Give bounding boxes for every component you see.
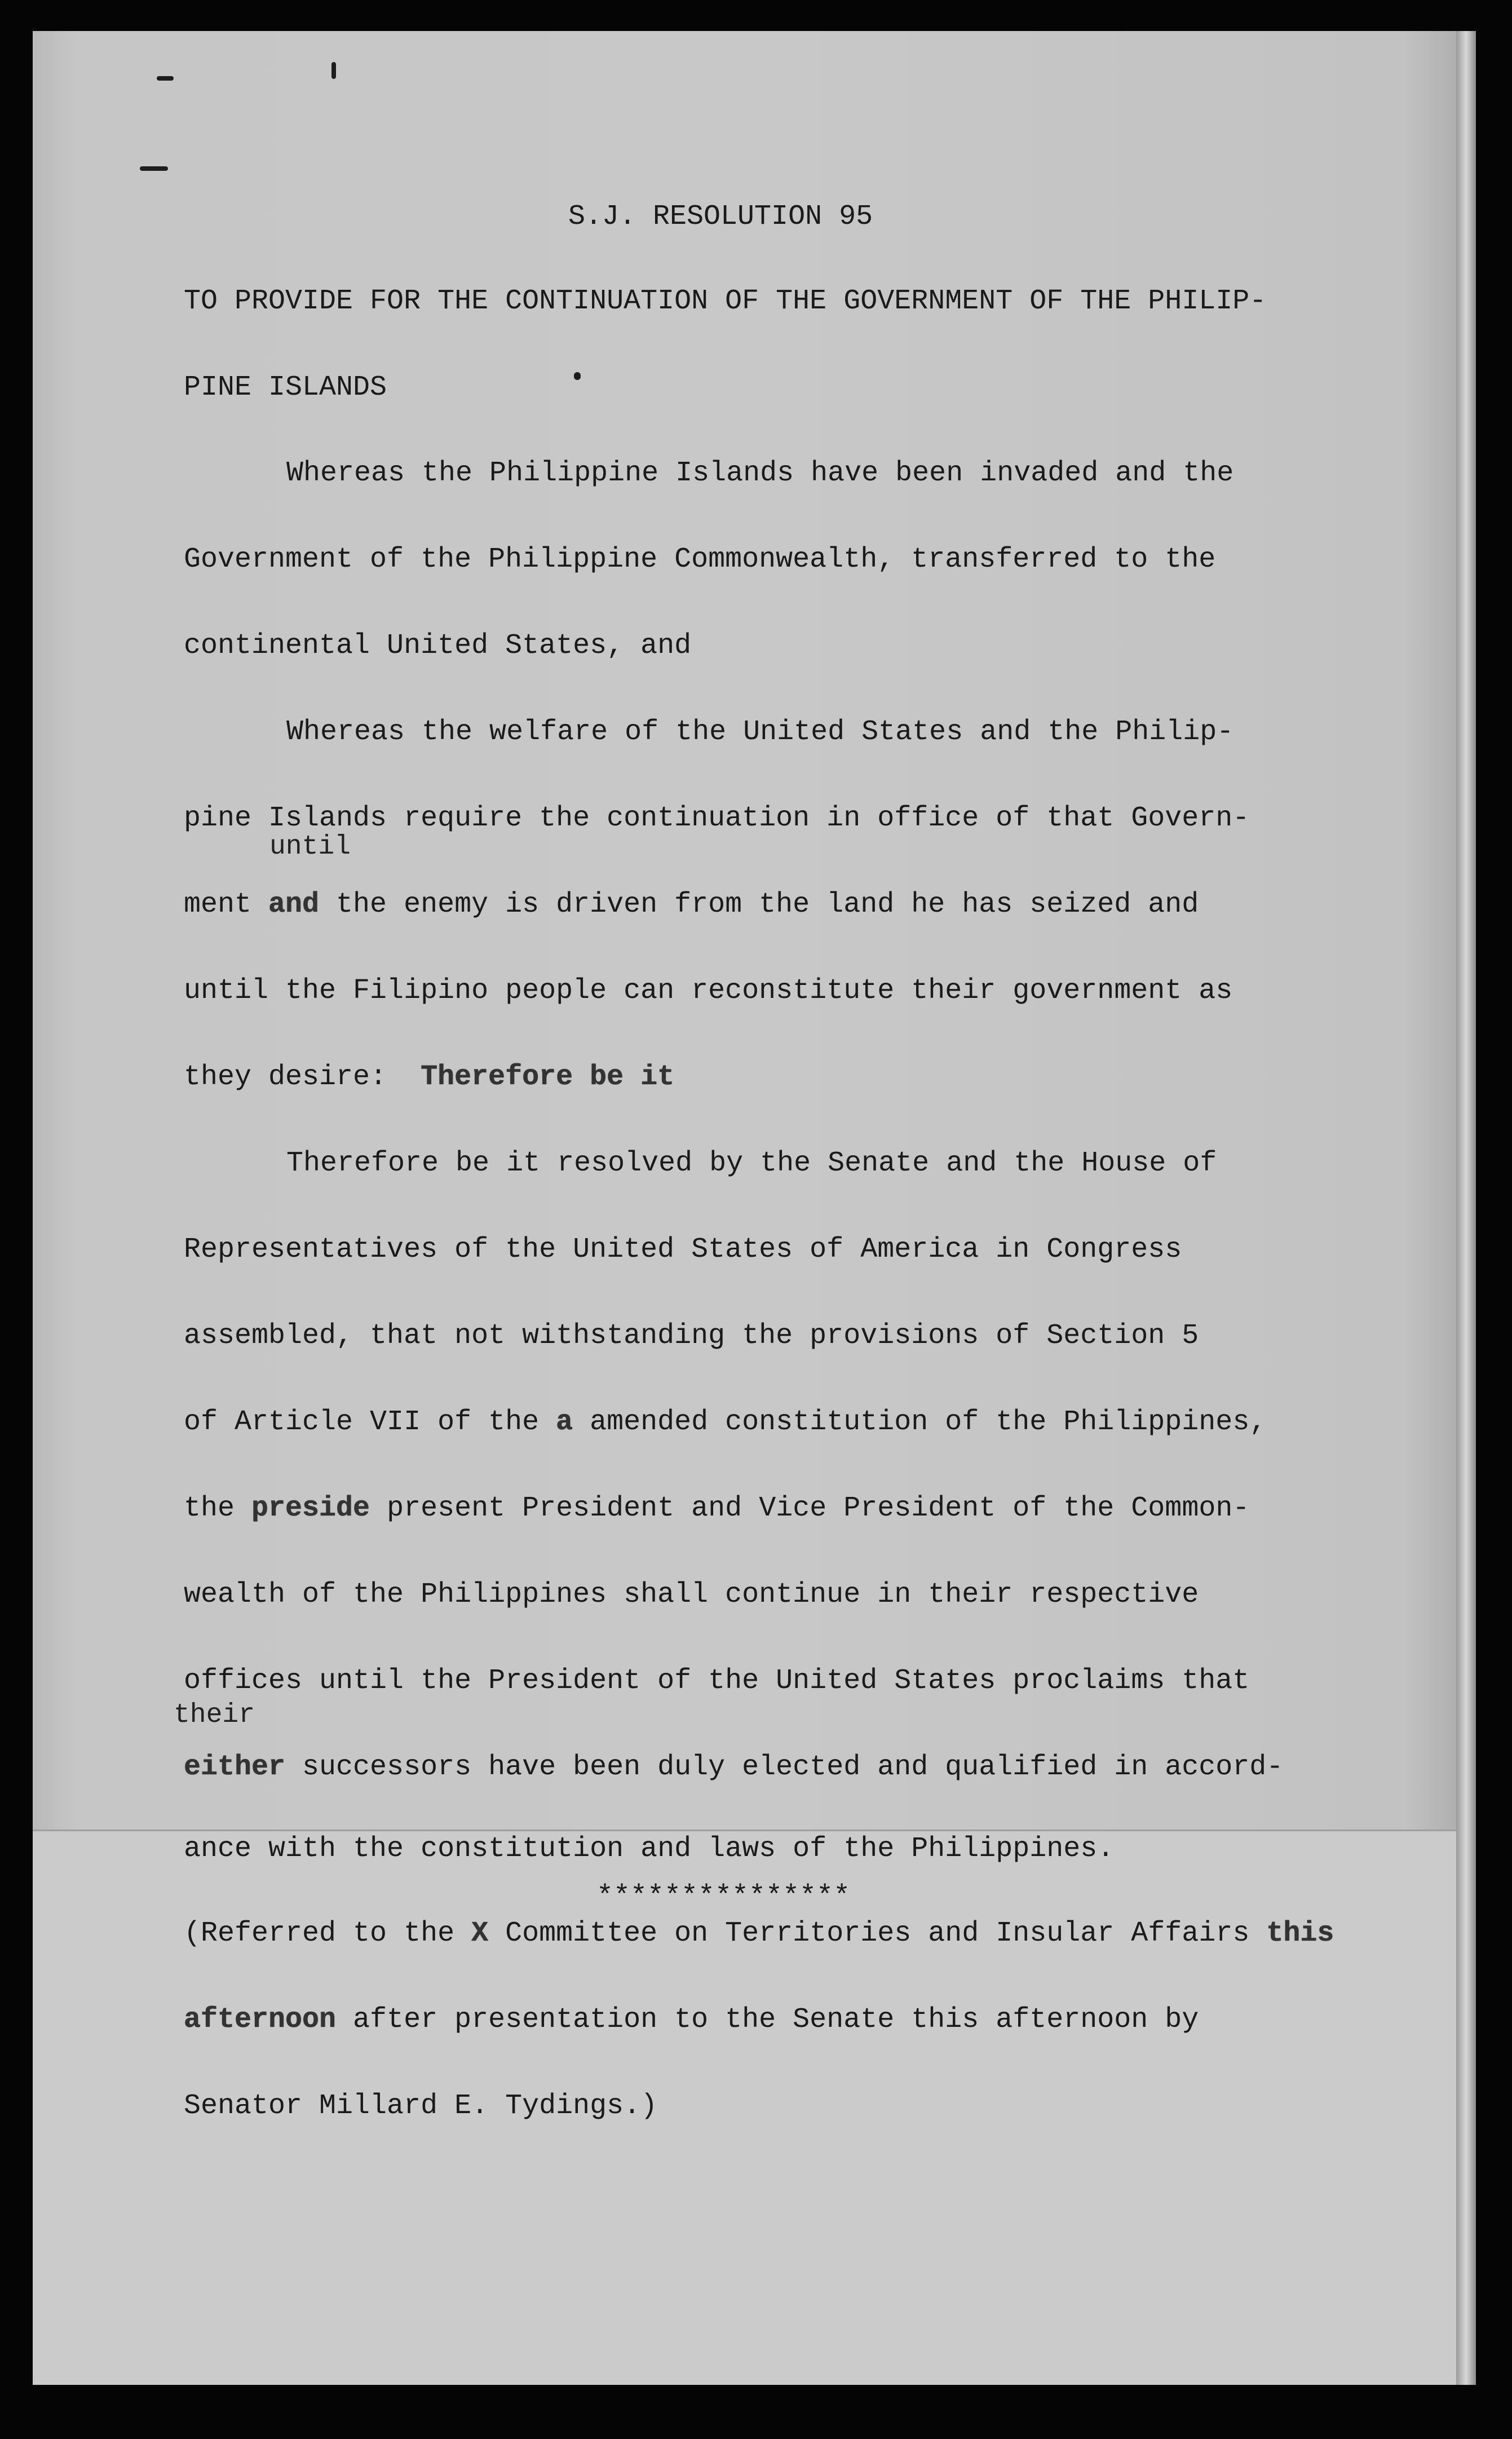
text-span: ment [184, 889, 269, 921]
text-span: the enemy is driven from the land he has seized and [319, 889, 1199, 921]
struck-text: preside [251, 1492, 370, 1525]
para2-line-2: pine Islands require the continuation in office of that Govern- [184, 802, 1250, 834]
text-span: the [184, 1492, 252, 1525]
separator-asterisks: *************** [596, 1881, 851, 1913]
inserted-word-until: until [269, 832, 351, 862]
title-line-2: PINE ISLANDS [184, 372, 387, 404]
para2-line-1: Whereas the welfare of the United States and the Philip- [286, 716, 1234, 748]
struck-text: X [471, 1917, 489, 1950]
text-span: after presentation to the Senate this afternoon by [336, 2004, 1199, 2036]
inserted-word-their: their [174, 1700, 255, 1730]
resolution-heading: S.J. RESOLUTION 95 [568, 201, 873, 233]
para2-line-4: until the Filipino people can reconstitute their government as [184, 975, 1233, 1007]
ink-mark [157, 76, 174, 81]
text-span: (Referred to the [184, 1917, 472, 1950]
text-span: of Article VII of the [184, 1406, 556, 1438]
para3-line-9: ance with the constitution and laws of the Philippines. [184, 1833, 1115, 1865]
paper-edge [1456, 31, 1476, 2385]
paper-sheet [33, 31, 1476, 2385]
para2-line-5 [184, 1063, 674, 1092]
text-span: successors have been duly elected and qualified in accord- [285, 1751, 1284, 1783]
title-line-1: TO PROVIDE FOR THE CONTINUATION OF THE GOVERNMENT OF THE PHILIP- [184, 285, 1267, 317]
para3-line-6: wealth of the Philippines shall continue in their respective [184, 1579, 1199, 1611]
para3-line-1: Therefore be it resolved by the Senate and the House of [286, 1147, 1217, 1179]
para3-line-4 [184, 1408, 1266, 1437]
note-line-2 [184, 2006, 1199, 2034]
para1-line-2: Government of the Philippine Commonwealth, transferred to the [184, 544, 1216, 576]
para2-line-3 [184, 891, 1199, 919]
struck-text: either [184, 1751, 286, 1783]
para3-line-7: offices until the President of the United States proclaims that [184, 1665, 1250, 1697]
text-span: they desire: [184, 1061, 421, 1093]
text-span: Committee on Territories and Insular Affairs [488, 1917, 1267, 1950]
para1-line-3: continental United States, and [184, 630, 692, 662]
text-span: present President and Vice President of the Common- [370, 1492, 1250, 1525]
text-span: amended constitution of the Philippines, [573, 1406, 1267, 1438]
struck-text: Therefore be it [421, 1061, 675, 1093]
struck-text: and [268, 889, 320, 921]
struck-text: this [1266, 1917, 1334, 1950]
ink-mark [140, 166, 168, 171]
para3-line-2: Representatives of the United States of America in Congress [184, 1234, 1182, 1266]
para3-line-3: assembled, that not withstanding the provisions of Section 5 [184, 1320, 1199, 1352]
ink-mark [331, 62, 336, 79]
struck-text: afternoon [184, 2004, 337, 2036]
ink-mark [574, 372, 581, 380]
para3-line-8 [184, 1753, 1283, 1782]
note-line-3: Senator Millard E. Tydings.) [184, 2090, 658, 2122]
para3-line-5 [184, 1492, 1250, 1525]
note-line-1 [184, 1917, 1334, 1950]
para1-line-1: Whereas the Philippine Islands have been invaded and the [286, 457, 1234, 489]
struck-text: a [556, 1406, 573, 1438]
